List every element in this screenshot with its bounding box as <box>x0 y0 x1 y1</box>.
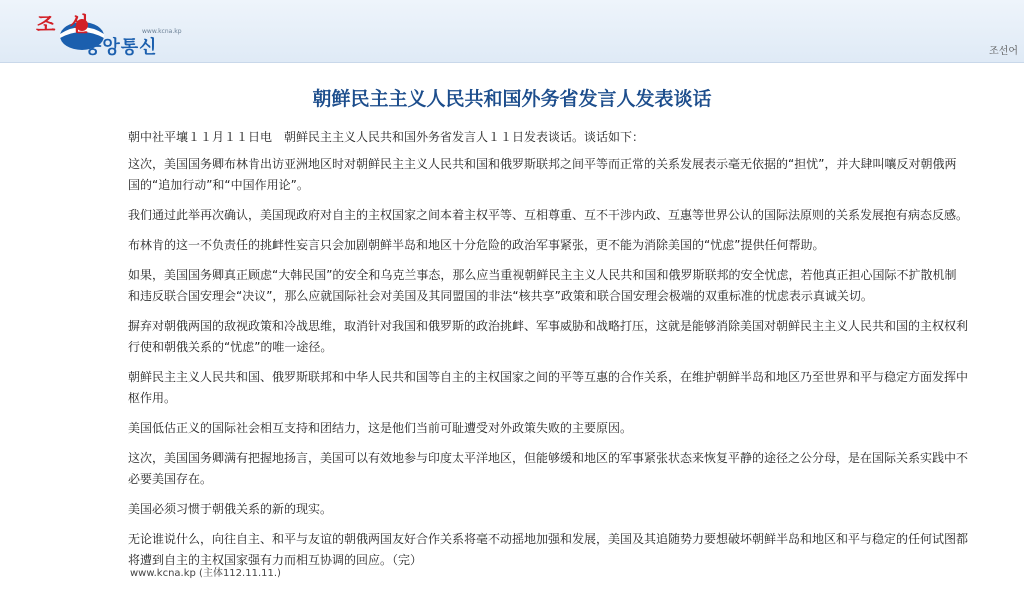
logo-site-url: www.kcna.kp <box>142 28 182 35</box>
language-link-korean[interactable]: 조선어 <box>989 46 1018 57</box>
logo-text-bottom: 중앙통신 <box>84 37 158 58</box>
article-footer: www.kcna.kp (主体112.11.11.) <box>130 568 281 579</box>
article-paragraph: 美国必须习惯于朝俄关系的新的现实。 <box>128 502 333 516</box>
article-paragraph: 朝鲜民主主义人民共和国、俄罗斯联邦和中华人民共和国等自主的主权国家之间的平等互惠的合作关系，在维护朝鲜半岛和地区乃至世界和平与稳定方面发挥中枢作用。 <box>128 370 969 405</box>
article-paragraph: 这次，美国国务卿布林肯出访亚洲地区时对朝鲜民主主义人民共和国和俄罗斯联邦之间平等而正常的关系发展表示毫无依据的“担忧”，并大肆叫嚷反对朝俄两国的“追加行动”和“中国作用论”。 <box>128 157 957 192</box>
article-paragraph: 我们通过此举再次确认，美国现政府对自主的主权国家之间本着主权平等、互相尊重、互不干涉内政、互惠等世界公认的国际法原则的关系发展抱有病态反感。 <box>128 208 969 222</box>
article-paragraph: 美国低估正义的国际社会相互支持和团结力，这是他们当前可耻遭受对外政策失败的主要原因。 <box>128 421 633 435</box>
article-title: 朝鲜民主主义人民共和国外务省发言人发表谈话 <box>312 88 712 110</box>
site-header <box>0 0 1024 63</box>
article-paragraph: 摒弃对朝俄两国的敌视政策和冷战思维，取消针对我国和俄罗斯的政治挑衅、军事威胁和战略打压，这就是能够消除美国对朝鲜民主主义人民共和国的主权权利行使和朝俄关系的“忧虑”的唯一途径。 <box>128 319 969 354</box>
article-paragraph: 布林肯的这一不负责任的挑衅性妄言只会加剧朝鲜半岛和地区十分危险的政治军事紧张，更不能为消除美国的“忧虑”提供任何帮助。 <box>128 238 825 252</box>
article-paragraph: 无论谁说什么，向往自主、和平与友谊的朝俄两国友好合作关系将毫不动摇地加强和发展，美国及其追随势力要想破坏朝鲜半岛和地区和平与稳定的任何试图都将遭到自主的主权国家强有力而相互协调的回应。（完） <box>128 532 969 567</box>
article-paragraph: 这次，美国国务卿满有把握地扬言，美国可以有效地参与印度太平洋地区，但能够缓和地区的军事紧张状态来恢复平静的途径之公分母，是在国际关系实践中不必要美国存在。 <box>128 451 969 486</box>
kcna-logo[interactable] <box>30 6 200 58</box>
logo-text-top: 조선 <box>36 12 103 36</box>
article-paragraph: 如果，美国国务卿真正顾虑“大韩民国”的安全和乌克兰事态，那么应当重视朝鲜民主主义人民共和国和俄罗斯联邦的安全忧虑，若他真正担心国际不扩散机制和违反联合国安理会“决议”，那么应就国际社会对美国及其同盟国的非法“核共享”政策和联合国安理会极端的双重标准的忧虑表示真诚关切。 <box>128 268 957 303</box>
article-dateline: 朝中社平壤１１月１１日电 朝鲜民主主义人民共和国外务省发言人１１日发表谈话。谈话如下： <box>128 130 645 144</box>
article-body <box>128 127 968 580</box>
